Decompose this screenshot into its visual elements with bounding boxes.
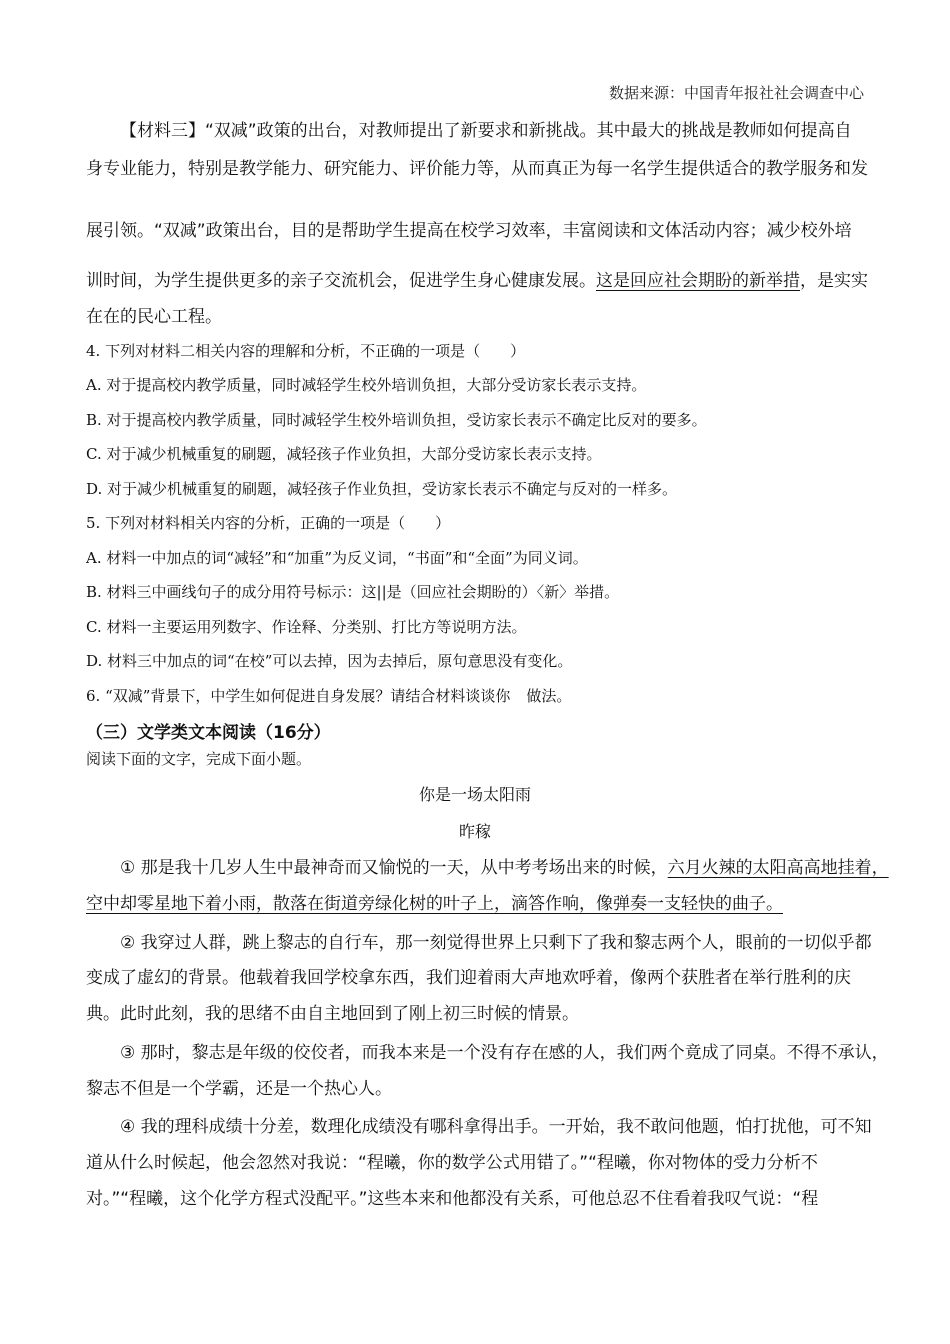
story-paragraph-1-line-1 [120, 853, 889, 878]
story-paragraph-4-line-2: 道从什么时候起，他会忽然对我说：“程曦，你的数学公式用错了。”“程曦，你对物体的受力分析不 [86, 1153, 818, 1173]
question-5-stem: 5. 下列对材料相关内容的分析，正确的一项是（ ） [86, 514, 451, 532]
question-6-stem [86, 685, 571, 706]
story-paragraph-3-line-2: 黎志不但是一个学霸，还是一个热心人。 [86, 1079, 392, 1099]
material3-line-5: 在在的民心工程。 [86, 307, 222, 327]
story-paragraph-3-line-1: ③ 那时，黎志是年级的佼佼者，而我本来是一个没有存在感的人，我们两个竟成了同桌。不得不承认， [120, 1043, 889, 1063]
question-4-option-c: C. 对于减少机械重复的刷题，减轻孩子作业负担，大部分受访家长表示支持。 [86, 445, 602, 463]
section-3-instruction: 阅读下面的文字，完成下面小题。 [86, 750, 312, 768]
story-paragraph-1-line-2: 空中却零星地下着小雨，散落在街道旁绿化树的叶子上，滴答作响，像弹奏一支轻快的曲子。 [86, 894, 783, 914]
question-4-option-b: B. 对于提高校内教学质量，同时减轻学生校外培训负担，受访家长表示不确定比反对的要多。 [86, 411, 707, 429]
material3-line-2: 身专业能力，特别是教学能力、研究能力、评价能力等，从而真正为每一名学生提供适合的教学服务和发 [86, 159, 868, 179]
question-4-option-a: A. 对于提高校内教学质量，同时减轻学生校外培训负担，大部分受访家长表示支持。 [86, 376, 647, 394]
question-5-option-b: B. 材料三中画线句子的成分用符号标示：这||是（回应社会期盼的）〈新〉举措。 [86, 583, 620, 601]
section-3-heading: （三）文学类文本阅读（16分） [86, 723, 331, 743]
story-paragraph-4-line-1: ④ 我的理科成绩十分差，数理化成绩没有哪科拿得出手。一开始，我不敢问他题，怕打扰他，可不知 [120, 1117, 872, 1137]
question-6-text: 6. “双减”背景下，中学生如何促进自身发展？请结合材料谈谈你 [86, 687, 511, 705]
story-title: 你是一场太阳雨 [418, 785, 531, 804]
material3-line-3: 展引领。“双减”政策出台，目的是帮助学生提高在校学习效率，丰富阅读和文体活动内容；减少校外培 [86, 221, 852, 241]
question-4-option-d: D. 对于减少机械重复的刷题，减轻孩子作业负担，受访家长表示不确定与反对的一样多。 [86, 480, 678, 498]
material3-line-4-tail: ，是实实 [800, 271, 868, 291]
material3-line-1: 【材料三】“双减”政策的出台，对教师提出了新要求和新挑战。其中最大的挑战是教师如何提高自 [120, 121, 852, 141]
story-p1-underlined: 六月火辣的太阳高高地挂着， [667, 858, 889, 878]
question-5-option-a: A. 材料一中加点的词“减轻”和“加重”为反义词，“书面”和“全面”为同义词。 [86, 549, 588, 567]
material3-line-4 [86, 266, 868, 291]
story-author: 昨稼 [458, 822, 491, 841]
material3-line-4-text: 训时间，为学生提供更多的亲子交流机会，促进学生身心健康发展。 [86, 271, 596, 291]
question-6-tail: 做法。 [526, 687, 572, 705]
story-paragraph-2-line-1: ② 我穿过人群，跳上黎志的自行车，那一刻觉得世界上只剩下了我和黎志两个人，眼前的一切似乎都 [120, 933, 872, 953]
story-paragraph-4-line-3: 对。”“程曦，这个化学方程式没配平。”这些本来和他都没有关系，可他总忍不住看着我叹气说：“程 [86, 1189, 819, 1209]
question-5-option-d: D. 材料三中加点的词“在校”可以去掉，因为去掉后，原句意思没有变化。 [86, 652, 573, 670]
data-source-note: 数据来源：中国青年报社社会调查中心 [608, 84, 864, 102]
question-5-option-c: C. 材料一主要运用列数字、作诠释、分类别、打比方等说明方法。 [86, 618, 527, 636]
story-paragraph-2-line-2: 变成了虚幻的背景。他载着我回学校拿东西，我们迎着雨大声地欢呼着，像两个获胜者在举行胜利的庆 [86, 968, 851, 988]
story-p1-text: ① 那是我十几岁人生中最神奇而又愉悦的一天，从中考考场出来的时候， [120, 858, 668, 878]
material3-underlined-sentence: 这是回应社会期盼的新举措 [596, 271, 800, 291]
question-4-stem: 4. 下列对材料二相关内容的理解和分析，不正确的一项是（ ） [86, 342, 526, 360]
story-paragraph-2-line-3: 典。此时此刻，我的思绪不由自主地回到了刚上初三时候的情景。 [86, 1004, 579, 1024]
